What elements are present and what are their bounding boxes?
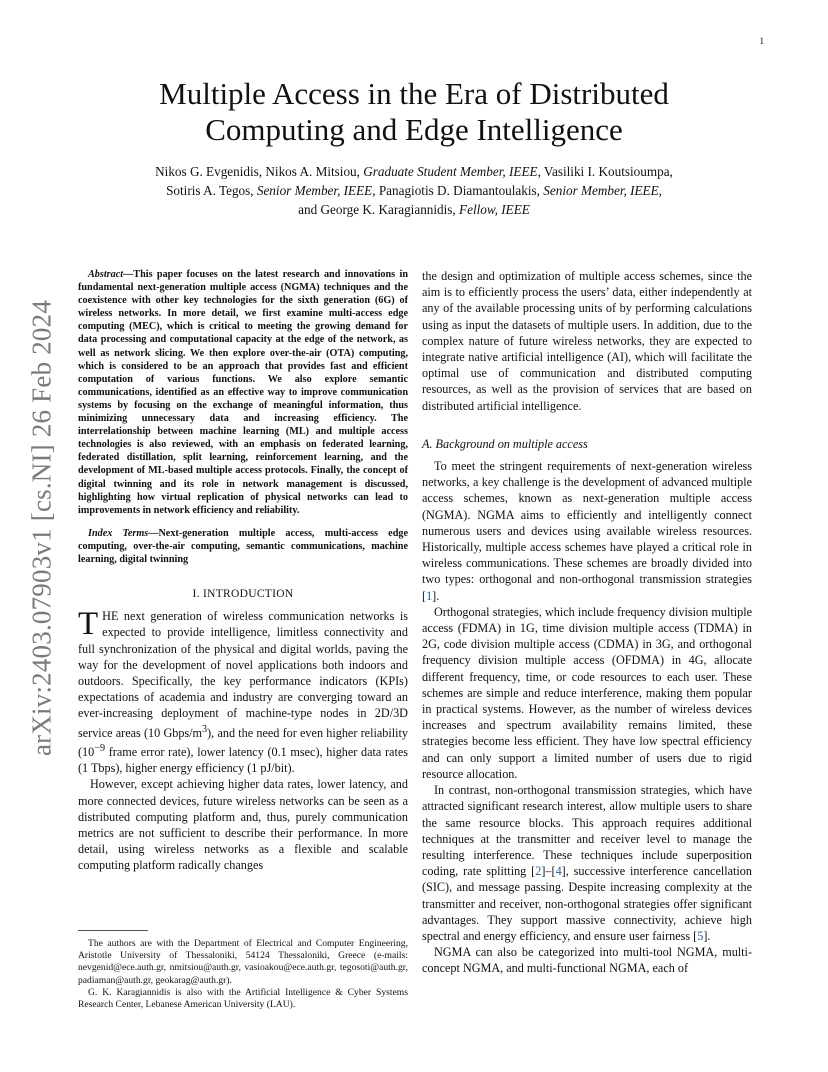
citation-link[interactable]: 5 <box>697 928 704 943</box>
intro-paragraph-2: However, except achieving higher data rates, lower latency, and more connected devices, future wireless networks can be seen as a distributed computing platform and, thus, purely communication metrics are not sufficient to describe their performance. In more detail, using wireless networks as a flexible and scalable computing platform radically changes <box>78 777 408 873</box>
body-text: ], successive interference cancellation (SIC), and message passing. Despite increasing complexity at the transmitter and receiver, non-orthogonal strategies offer significant advantages. They support massive connectivity, achieve high spectral and energy efficiency, and ensure user fairness [ <box>422 864 752 943</box>
authors-text: , Vasiliki I. Koutsioumpa, <box>537 164 673 179</box>
title-line-2: Computing and Edge Intelligence <box>205 112 623 147</box>
footnote-affiliation: The authors are with the Department of Electrical and Computer Engineering, Aristotle University of Thessaloniki, 54124 Thessaloniki, Greece (e-mails: nevgenid@ece.auth.gr, nmitsiou@auth.gr, vasioakou@ece.auth.gr, tegosoti@auth.gr, padiaman@auth.gr, geokarag@auth.gr). <box>78 938 408 986</box>
body-text: ]. <box>432 588 440 603</box>
intro-first-word: HE <box>102 609 119 624</box>
intro-text: next generation of wireless communication networks is expected to provide intelligence, limitless connectivity and full synchronization of the physical and digital worlds, paving the way for the development of novel applications both indoors and outdoors. Specifically, the key performance indicators (KPIs) expectations of academia and industry are converging toward an ever-increasing deployment of machine-type nodes in 2D/3D service areas (10 Gbps/m <box>78 609 408 740</box>
index-terms-text: —Next-generation multiple access, multi-access edge computing, over-the-air computing, semantic communications, machine learning, digital twinning <box>78 527 408 565</box>
author-membership: Senior Member, IEEE <box>543 183 659 198</box>
body-text: ]. <box>703 928 711 943</box>
background-paragraph-4: NGMA can also be categorized into multi-tool NGMA, multi-concept NGMA, and multi-functional NGMA, each of <box>422 945 752 976</box>
authors-text: , <box>658 183 662 198</box>
background-paragraph-1 <box>422 458 752 604</box>
section-title-rest: NTRODUCTION <box>207 588 294 601</box>
section-heading-introduction <box>78 586 408 602</box>
intro-text: ), and the need for even higher reliability (10 <box>78 725 408 760</box>
body-text: ]–[ <box>541 864 556 879</box>
intro-paragraph-1 <box>78 608 408 776</box>
author-list <box>0 162 828 219</box>
title-line-1: Multiple Access in the Era of Distributed <box>159 76 669 111</box>
footnotes <box>78 938 408 1011</box>
author-membership: Graduate Student Member, IEEE <box>363 164 538 179</box>
page-number: 1 <box>759 36 764 46</box>
paper-title <box>0 76 828 148</box>
authors-text: Nikos G. Evgenidis, Nikos A. Mitsiou, <box>155 164 364 179</box>
arxiv-identifier-stamp: arXiv:2403.07903v1 [cs.NI] 26 Feb 2024 <box>26 299 57 757</box>
author-membership: Senior Member, IEEE <box>256 183 373 198</box>
superscript: 3 <box>202 723 208 735</box>
index-terms-lead: Index Terms <box>88 527 149 539</box>
body-text: In contrast, non-orthogonal transmission strategies, which have attracted significant research interest, allow multiple users to share the same resource blocks. This approach requires additional techniques at the transmitter and receiver level to manage the resulting interference. These techniques include superposition coding, rate splitting [ <box>422 783 752 879</box>
continued-paragraph: the design and optimization of multiple access schemes, since the aim is to efficiently process the users’ data, either independently at any of the available processing units of by performing calculations using as input the datasets of multiple users. In addition, due to the complex nature of future wireless networks, they are expected to integrate native artificial intelligence (AI), which will facilitate the optimal use of communication and distributed computing resources, as well as the provision of services that are based on distributed artificial intelligence. <box>422 269 752 413</box>
left-column <box>78 268 408 874</box>
right-column <box>422 268 752 977</box>
footnote-divider <box>78 930 148 931</box>
body-text: To meet the stringent requirements of next-generation wireless networks, a key challenge is the development of advanced multiple access schemes, known as next-generation multiple access (NGMA). NGMA aims to efficiently and intelligently connect numerous users and devices using available wireless resources. Historically, multiple access schemes have played a critical role in wireless communications. These schemes are broadly divided into two types: orthogonal and non-orthogonal transmission strategies [ <box>422 459 752 603</box>
abstract-lead: Abstract <box>88 269 124 280</box>
citation-link[interactable]: 2 <box>535 864 542 879</box>
abstract <box>78 268 408 517</box>
superscript: −9 <box>94 742 106 754</box>
background-paragraph-3 <box>422 782 752 944</box>
authors-text: , Panagiotis D. Diamantoulakis, <box>372 183 544 198</box>
citation-link[interactable]: 4 <box>555 864 562 879</box>
drop-cap: T <box>78 606 99 643</box>
index-terms <box>78 527 408 566</box>
footnote-additional-affiliation: G. K. Karagiannidis is also with the Artificial Intelligence & Cyber Systems Research Center, Lebanese American University (LAU). <box>78 986 408 1011</box>
section-initial: I <box>202 588 208 601</box>
subsection-heading-background: A. Background on multiple access <box>422 436 588 451</box>
abstract-text: —This paper focuses on the latest research and innovations in fundamental next-generation multiple access (NGMA) techniques and the coexistence with other key technologies for the sixth generation (6G) of wireless networks. In more detail, we first examine multi-access edge computing (MEC), which is critical to meeting the growing demand for data processing and computational capacity at the edge of the network, as well as network slicing. We then explore over-the-air (OTA) computing, which is considered to be an approach that provides fast and efficient computation of various functions. We also explore semantic communications, identified as an effective way to improve communication systems by focusing on the exchange of meaningful information, thus minimizing unnecessary data and increasing efficiency. The interrelationship between machine learning (ML) and multiple access technologies is also reviewed, with an emphasis on federated learning, federated distillation, split learning, reinforcement learning, and the development of ML-based multiple access protocols. Finally, the concept of digital twinning and its role in network management is discussed, highlighting how virtual replication of physical networks can lead to improvements in network efficiency and reliability. <box>78 269 408 516</box>
author-membership: Fellow, IEEE <box>459 202 530 217</box>
authors-text: Sotiris A. Tegos, <box>166 183 257 198</box>
intro-text: frame error rate), lower latency (0.1 msec), higher data rates (1 Tbps), higher energy efficiency (1 pJ/bit). <box>78 745 408 776</box>
citation-link[interactable]: 1 <box>426 588 433 603</box>
section-numeral: I. <box>192 588 203 601</box>
background-paragraph-2: Orthogonal strategies, which include frequency division multiple access (FDMA) in 1G, time division multiple access (TDMA) in 2G, code division multiple access (CDMA) in 3G, and orthogonal frequency division multiple access (OFDMA) in 4G, allocate different frequency, time, or code resources to each user. These schemes are simple and reduce interference, making them popular in practical systems. However, as the number of wireless devices increases and spectrum availability remains limited, these strategies become less efficient. They have low spectral efficiency and can only support a limited number of users due to rigid resource allocation. <box>422 604 752 781</box>
authors-text: and George K. Karagiannidis, <box>298 202 460 217</box>
